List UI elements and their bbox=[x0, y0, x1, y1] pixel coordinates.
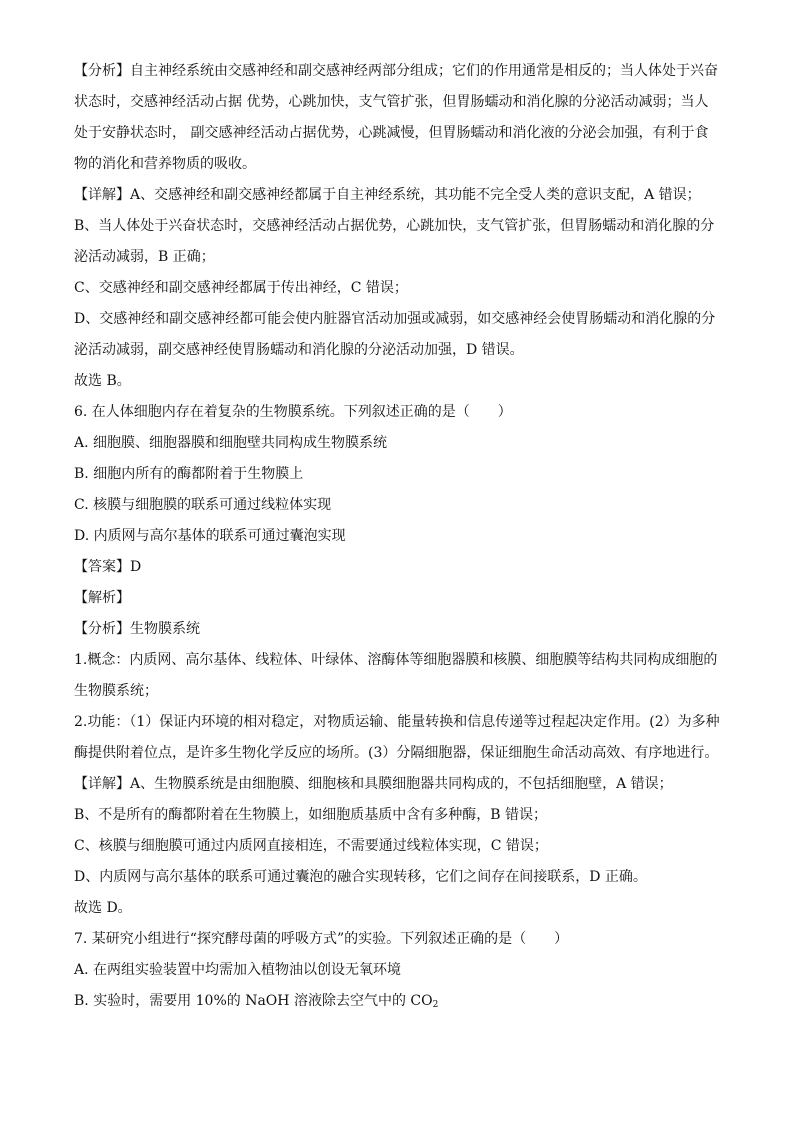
text-line: D、内质网与高尔基体的联系可通过囊泡的融合实现转移，它们之间存在间接联系，D 正确。 bbox=[74, 869, 647, 885]
text-line: 2.功能：（1）保证内环境的相对稳定，对物质运输、能量转换和信息传递等过程起决定作用。(2）为多种 bbox=[74, 714, 720, 730]
question-6-option-d: D. 内质网与高尔基体的联系可通过囊泡实现 bbox=[74, 528, 346, 544]
text-line: 【详解】A、生物膜系统是由细胞膜、细胞核和具膜细胞器共同构成的，不包括细胞壁，A 错误； bbox=[74, 776, 673, 792]
text-line: 故选 B。 bbox=[74, 373, 131, 389]
question-6-option-a: A. 细胞膜、细胞器膜和细胞壁共同构成生物膜系统 bbox=[74, 435, 388, 451]
text-line: 泌活动减弱，B 正确； bbox=[74, 249, 215, 265]
text-line: 【详解】A、交感神经和副交感神经都属于自主神经系统，其功能不完全受人类的意识支配，A 错误； bbox=[74, 187, 701, 203]
answer-label: 【答案】D bbox=[74, 559, 142, 575]
text-line: 状态时，交感神经活动占据 优势，心跳加快，支气管扩张，但胃肠蠕动和消化腺的分泌活动减弱；当人 bbox=[74, 94, 709, 110]
subscript: 2 bbox=[432, 1000, 439, 1010]
text-line: 故选 D。 bbox=[74, 900, 132, 916]
text-line: 【分析】生物膜系统 bbox=[74, 621, 200, 637]
question-6-option-c: C. 核膜与细胞膜的联系可通过线粒体实现 bbox=[74, 497, 332, 513]
text-line: 处于安静状态时， 副交感神经活动占据优势，心跳减慢，但胃肠蠕动和消化液的分泌会加强，有利于食 bbox=[74, 125, 709, 141]
text-line: 物的消化和营养物质的吸收。 bbox=[74, 156, 256, 172]
question-6-stem: 6. 在人体细胞内存在着复杂的生物膜系统。下列叙述正确的是（ ） bbox=[74, 404, 512, 420]
document-page bbox=[74, 56, 726, 1017]
text-line: 生物膜系统； bbox=[74, 683, 158, 699]
text-line: D、交感神经和副交感神经都可能会使内脏器官活动加强或减弱，如交感神经会使胃肠蠕动和消化腺的分 bbox=[74, 311, 716, 327]
option-text: B. 实验时，需要用 10%的 NaOH 溶液除去空气中的 CO bbox=[74, 993, 433, 1009]
text-line: C、交感神经和副交感神经都属于传出神经，C 错误； bbox=[74, 280, 408, 296]
question-6-option-b: B. 细胞内所有的酶都附着于生物膜上 bbox=[74, 466, 304, 482]
text-line: B、不是所有的酶都附着在生物膜上，如细胞质基质中含有多种酶，B 错误； bbox=[74, 807, 548, 823]
question-7-option-a: A. 在两组实验装置中均需加入植物油以创设无氧环境 bbox=[74, 962, 402, 978]
text-line: 1.概念：内质网、高尔基体、线粒体、叶绿体、溶酶体等细胞器膜和核膜、细胞膜等结构共同构成细胞的 bbox=[74, 652, 718, 668]
text-line: C、核膜与细胞膜可通过内质网直接相连，不需要通过线粒体实现，C 错误； bbox=[74, 838, 548, 854]
text-line: 泌活动减弱，副交感神经使胃肠蠕动和消化腺的分泌活动加强，D 错误。 bbox=[74, 342, 524, 358]
text-line: 酶提供附着位点，是许多生物化学反应的场所。(3）分隔细胞器，保证细胞生命活动高效、有序地进行。 bbox=[74, 745, 719, 761]
text-line: B、当人体处于兴奋状态时，交感神经活动占据优势，心跳加快，支气管扩张，但胃肠蠕动和消化腺的分 bbox=[74, 218, 715, 234]
question-7-stem: 7. 某研究小组进行“探究酵母菌的呼吸方式”的实验。下列叙述正确的是（ ） bbox=[74, 931, 569, 947]
text-line: 【分析】自主神经系统由交感神经和副交感神经两部分组成；它们的作用通常是相反的；当人体处于兴奋 bbox=[74, 63, 718, 79]
analysis-heading: 【解析】 bbox=[74, 590, 130, 606]
question-7-option-b bbox=[74, 986, 726, 1017]
